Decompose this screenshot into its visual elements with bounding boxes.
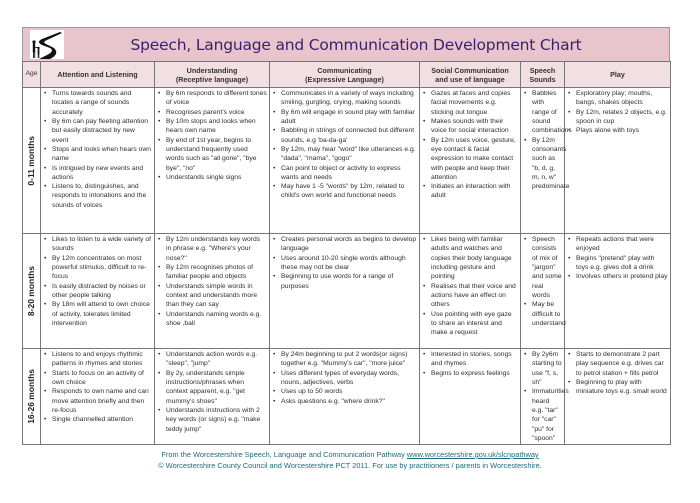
header-line: and use of language xyxy=(435,74,505,84)
list-item: • Babbling in strings of connected but different sounds, e.g 'ba-da-ga' xyxy=(271,126,417,145)
attention-cell xyxy=(41,234,155,349)
list-item: • Begins "pretend" play with toys e.g. gives doll a drink xyxy=(566,254,668,273)
list-item: • Listens to, distinguishes, and responds to intonations and the sounds of voices xyxy=(42,182,152,210)
table-row xyxy=(23,234,671,349)
list-item: • By 12m uses voice, gesture, eye contact & facial expression to make contact with people and keep their attention xyxy=(421,136,518,183)
header-line: Sounds xyxy=(529,74,556,84)
column-header-attention: Attention and Listening xyxy=(41,62,155,88)
attention-list xyxy=(42,89,152,210)
table-row xyxy=(23,349,671,445)
list-item: • Is intrigued by new events and actions xyxy=(42,164,152,183)
list-item: • By 2y6m starting to use "f, s, sh" xyxy=(522,350,562,387)
list-item: • Beginning to use words for a range of purposes xyxy=(271,272,417,291)
list-item: • Starts to focus on an activity of own choice xyxy=(42,369,152,388)
speech-list xyxy=(522,235,566,328)
age-cell xyxy=(23,88,41,234)
list-item: • Stops and looks when hears own name xyxy=(42,145,152,164)
footer-source-text: From the Worcestershire Speech, Language and Communication Pathway xyxy=(161,450,407,459)
list-item: • Asks questions e.g. "where drink?" xyxy=(271,397,417,406)
age-cell xyxy=(23,349,41,445)
social-cell xyxy=(420,349,521,445)
understanding-cell xyxy=(155,349,270,445)
play-list xyxy=(566,235,668,282)
social-cell xyxy=(420,234,521,349)
play-cell xyxy=(565,88,671,234)
list-item: • May have 1 -5 "words" by 12m, related to child's own world and functional needs xyxy=(271,182,417,201)
list-item: • Listens to and enjoys rhythmic patterns in rhymes and stories xyxy=(42,350,152,369)
header-row xyxy=(23,62,671,88)
understanding-cell xyxy=(155,234,270,349)
footer xyxy=(0,449,700,472)
list-item: • By 10m stops and looks when hears own name xyxy=(156,117,267,136)
list-item: • Likes being with familiar adults and watches and copies their body language including gesture and pointing xyxy=(421,235,518,282)
footer-copyright: © Worcestershire County Council and Worcestershire PCT 2011. For use by practitioners / parents in Worcestershire. xyxy=(158,461,542,471)
speech-cell xyxy=(521,234,565,349)
list-item: • Speech consists of mix of "jargon" and some real words xyxy=(522,235,562,300)
speech-list xyxy=(522,350,569,443)
list-item: • Gazes at faces and copies facial movements e.g. sticking out tongue xyxy=(421,89,518,117)
list-item: • By 12m, relates 2 objects, e.g. spoon in cup xyxy=(566,108,668,127)
table-row xyxy=(23,88,671,234)
social-list xyxy=(421,235,518,337)
play-cell xyxy=(565,234,671,349)
list-item: • Repeats actions that were enjoyed xyxy=(566,235,668,254)
list-item: • By 12m consonants such as "b, d, g, m, n, w" predominate xyxy=(522,136,562,192)
list-item: • Plays alone with toys xyxy=(566,126,668,135)
list-item: • Realises that their voice and actions have an effect on others xyxy=(421,282,518,310)
understanding-list xyxy=(156,350,267,434)
speech-cell xyxy=(521,349,569,445)
communicating-cell xyxy=(270,234,420,349)
list-item: • Involves others in pretend play xyxy=(566,272,668,281)
age-label: 16-26 months xyxy=(25,369,36,424)
communicating-cell xyxy=(270,349,420,445)
header-line: Speech xyxy=(529,65,556,75)
list-item: • By 6m can pay fleeting attention but easily distracted by new event xyxy=(42,117,152,145)
list-item: • Begins to express feelings xyxy=(421,369,518,378)
header-line: Social Communication xyxy=(431,65,509,75)
age-cell xyxy=(23,234,41,349)
list-item: • Beginning to play with miniature toys e.g. small world xyxy=(566,378,668,397)
list-item: • Recognises parent's voice xyxy=(156,108,267,117)
understanding-cell xyxy=(155,88,270,234)
attention-cell xyxy=(41,88,155,234)
list-item: • By 24m beginning to put 2 words(or signs) together e.g. "Mummy's car", "more juice" xyxy=(271,350,417,369)
communicating-list xyxy=(271,235,417,291)
list-item: • By 6m will engage in sound play with familiar adult xyxy=(271,108,417,127)
social-list xyxy=(421,89,518,201)
social-list xyxy=(421,350,518,378)
play-list xyxy=(566,350,668,397)
attention-list xyxy=(42,235,152,328)
list-item: • Starts to demonstrate 2 part play sequence e.g. drives car to petrol station + fills petrol xyxy=(566,350,668,378)
list-item: • Uses around 10-20 single words although these may not be clear xyxy=(271,254,417,273)
pathway-link[interactable]: www.worcestershire.gov.uk/slcnpathway xyxy=(406,450,539,459)
list-item: • Uses different types of everyday words, nouns, adjectives, verbs xyxy=(271,369,417,388)
list-item: • Uses up to 50 words xyxy=(271,387,417,396)
list-item: • Is easily distracted by noises or other people talking xyxy=(42,282,152,301)
understanding-list xyxy=(156,235,267,328)
play-cell xyxy=(565,349,671,445)
understanding-list xyxy=(156,89,267,182)
list-item: • By 12m understands key words in phrase e.g. "Where's your nose?" xyxy=(156,235,267,263)
list-item: • Makes sounds with their voice for social interaction xyxy=(421,117,518,136)
list-item: • Interested in stories, songs and rhymes xyxy=(421,350,518,369)
list-item: • Understands simple words in context and understands more than they can say xyxy=(156,282,267,310)
footer-source-line xyxy=(0,449,700,460)
list-item: • Understands action words e.g. "sleep", "jump" xyxy=(156,350,267,369)
list-item: • Communicates in a variety of ways including smiling, gurgling, crying, making sounds xyxy=(271,89,417,108)
column-header-age: Age xyxy=(23,62,41,88)
list-item: • By 2y, understands simple instructions/phrases when context apparent, e.g. "get mummy's shoes" xyxy=(156,369,267,406)
column-header-speech xyxy=(521,62,565,88)
list-item: • By 12m concentrates on most powerful stimulus, difficult to re-focus xyxy=(42,254,152,282)
column-header-social xyxy=(420,62,521,88)
header-line: (Receptive language) xyxy=(175,74,249,84)
list-item: • Initiates an interaction with adult xyxy=(421,182,518,201)
column-header-understanding xyxy=(155,62,270,88)
header-line: (Expressive Language) xyxy=(305,74,384,84)
social-cell xyxy=(420,88,521,234)
path-logo-icon xyxy=(30,30,64,59)
list-item: • Single channelled attention xyxy=(42,415,152,424)
list-item: • Use pointing with eye gaze to share an interest and make a request xyxy=(421,310,518,338)
communicating-cell xyxy=(270,88,420,234)
age-label: 8-20 months xyxy=(25,265,36,317)
title-bar xyxy=(22,27,670,61)
list-item: • Exploratory play; mouths, bangs, shakes objects xyxy=(566,89,668,108)
list-item: • By 12m, may hear "word" like utterances e.g. "dada", "mama", "gogo" xyxy=(271,145,417,164)
list-item: • By 12m recognises photos of familiar people and objects xyxy=(156,263,267,282)
list-item: • Babbles with range of sound combinations xyxy=(522,89,562,136)
development-chart xyxy=(22,27,670,445)
development-table xyxy=(22,61,671,445)
communicating-list xyxy=(271,89,417,201)
speech-cell xyxy=(521,88,572,234)
page-title: Speech, Language and Communication Development Chart xyxy=(130,35,582,54)
list-item: • Understands naming words e.g. shoe ,ball xyxy=(156,310,267,329)
column-header-play: Play xyxy=(565,62,671,88)
communicating-list xyxy=(271,350,417,406)
speech-list xyxy=(522,89,572,191)
list-item: • Understands instructions with 2 key words (or signs) e.g. "make teddy jump" xyxy=(156,406,267,434)
list-item: • Understands single signs xyxy=(156,173,267,182)
list-item: • Likes to listen to a wide variety of sounds xyxy=(42,235,152,254)
attention-cell xyxy=(41,349,155,445)
play-list xyxy=(566,89,668,136)
column-header-communicating xyxy=(270,62,420,88)
list-item: • Creates personal words as begins to develop language xyxy=(271,235,417,254)
list-item: • By 6m responds to different tones of voice xyxy=(156,89,267,108)
list-item: • By 18m will attend to own choice of activity, tolerates limited intervention xyxy=(42,300,152,328)
age-label: 0-11 months xyxy=(25,135,36,186)
attention-list xyxy=(42,350,152,425)
list-item: • Turns towards sounds and locates a range of sounds accurately xyxy=(42,89,152,117)
header-line: Understanding xyxy=(186,65,238,75)
list-item: • May be difficult to understand xyxy=(522,300,562,328)
list-item: • Can point to object or activity to express wants and needs xyxy=(271,164,417,183)
header-line: Communicating xyxy=(317,65,372,75)
list-item: • Immaturities heard e.g. "tar" for "car" "pu" for "spoon" xyxy=(522,387,562,443)
list-item: • Responds to own name and can move attention briefly and then re-focus xyxy=(42,387,152,415)
list-item: • By end of 1st year, begins to understand frequently used words such as "all gone", "bye bye", "no" xyxy=(156,136,267,173)
